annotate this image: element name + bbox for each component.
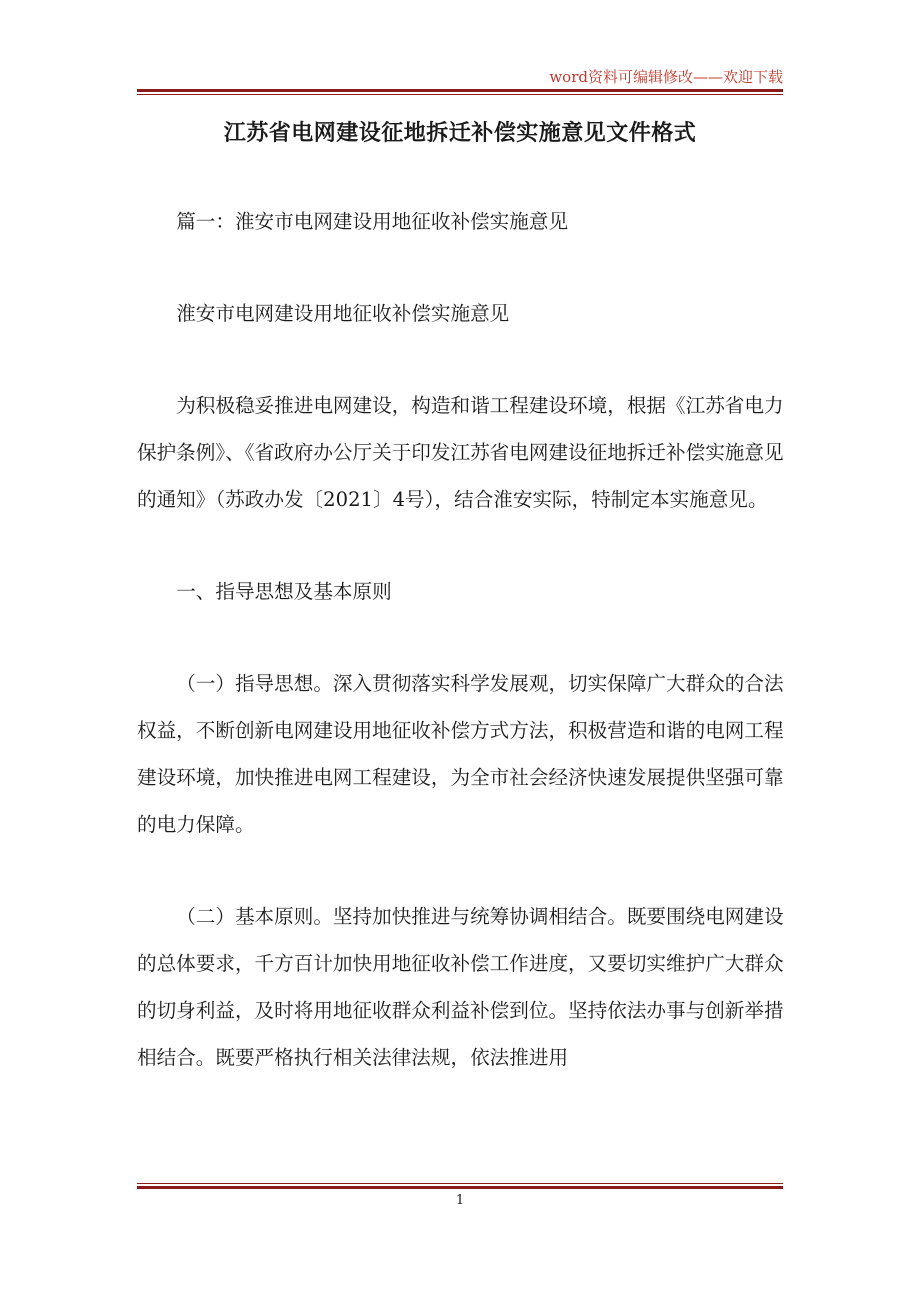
intro-paragraph: 为积极稳妥推进电网建设，构造和谐工程建设环境，根据《江苏省电力保护条例》、《省政府办公厅关于印发江苏省电网建设征地拆迁补偿实施意见的通知》（苏政办发〔2021〕4号），结合淮安实际，特制定本实施意见。	[137, 394, 784, 511]
guiding-thought-paragraph: （一）指导思想。深入贯彻落实科学发展观，切实保障广大群众的合法权益，不断创新电网建设用地征收补偿方式方法，积极营造和谐的电网工程建设环境，加快推进电网工程建设，为全市社会经济快速发展提供坚强可靠的电力保障。	[137, 672, 784, 836]
basic-principles-paragraph: （二）基本原则。坚持加快推进与统筹协调相结合。既要围绕电网建设的总体要求，千方百计加快用地征收补偿工作进度，又要切实维护广大群众的切身利益，及时将用地征收群众利益补偿到位。坚持依法办事与创新举措相结合。既要严格执行相关法律法规，依法推进用	[137, 905, 784, 1069]
header-divider	[137, 89, 783, 95]
document-body	[137, 198, 787, 1081]
header-note: word资料可编辑修改——欢迎下载	[549, 68, 783, 86]
document-title: 江苏省电网建设征地拆迁补偿实施意见文件格式	[223, 121, 697, 146]
subtitle-paragraph: 淮安市电网建设用地征收补偿实施意见	[176, 302, 510, 325]
section-heading-part-one: 篇一：淮安市电网建设用地征收补偿实施意见	[176, 210, 569, 233]
section-heading-guidance: 一、指导思想及基本原则	[176, 580, 392, 603]
page-number: 1	[455, 1193, 465, 1208]
footer-divider	[137, 1183, 783, 1189]
